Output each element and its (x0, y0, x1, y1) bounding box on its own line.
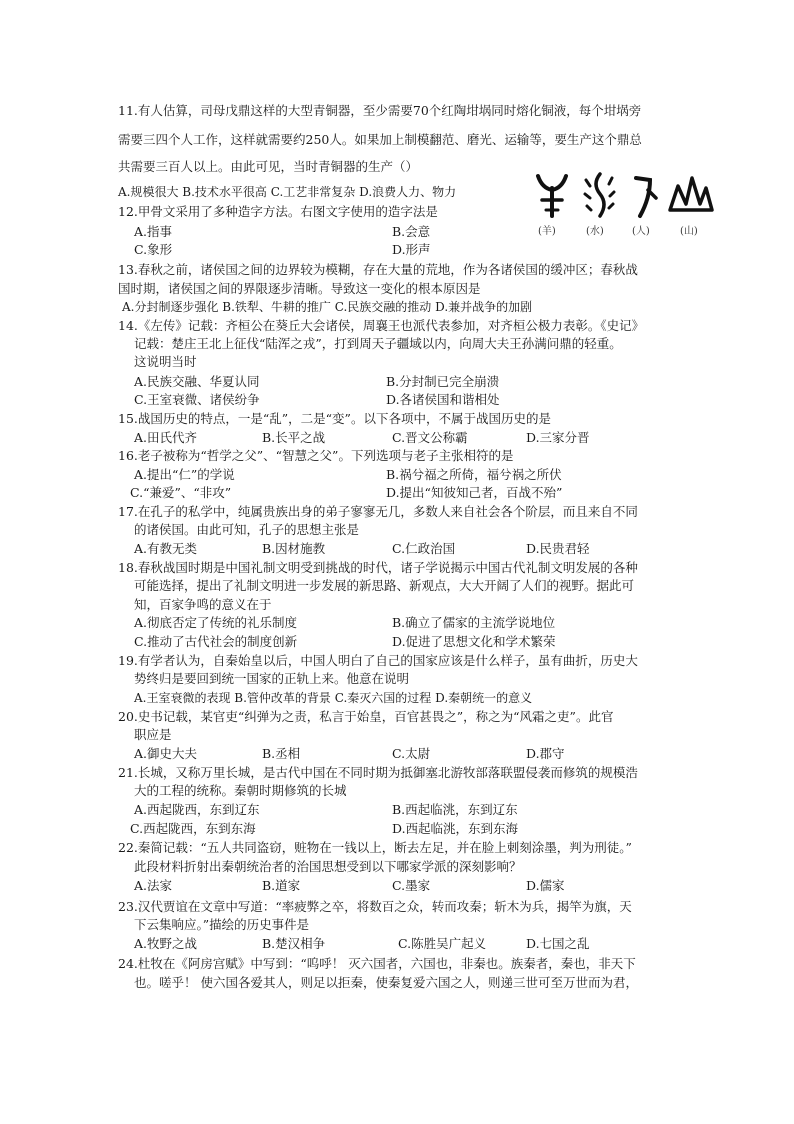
q16-option-a: A.提出“仁”的学说 (134, 467, 235, 482)
q22-option-a: A.法家 (134, 878, 173, 893)
q18-option-d: D.促进了思想文化和学术繁荣 (392, 634, 556, 649)
q18-line2: 可能选择，提出了礼制文明进一步发展的新思路、新观点，大大开阔了人们的视野。据此可 (134, 578, 635, 593)
q11-line2: 需要三四个人工作，这样就需要约250人。如果加上制模翻范、磨光、运输等，要生产这个鼎总 (118, 132, 642, 147)
q17-option-a: A.有教无类 (134, 541, 198, 556)
q18-option-b: B.确立了儒家的主流学说地位 (392, 615, 556, 630)
oracle-bone-figure (528, 170, 718, 242)
oracle-water-glyph (580, 170, 620, 222)
q16-stem: 16.老子被称为“哲学之父”、“智慧之父”。下列选项与老子主张相符的是 (118, 448, 514, 463)
q15-option-a: A.田氏代齐 (134, 430, 198, 445)
q22-option-b: B.道家 (262, 878, 301, 893)
q21-line1: 21.长城，又称万里长城，是古代中国在不同时期为抵御塞北游牧部落联盟侵袭而修筑的规模浩 (118, 765, 638, 780)
q17-option-c: C.仁政治国 (392, 541, 456, 556)
q23-option-c: C.陈胜吴广起义 (398, 936, 487, 951)
q22-line2: 此段材料折射出秦朝统治者的治国思想受到以下哪家学派的深刻影响？ (134, 859, 522, 874)
q18-line1: 18.春秋战国时期是中国礼制文明受到挑战的时代，诸子学说揭示中国古代礼制文明发展的各种 (118, 560, 638, 575)
q14-option-d: D.各诸侯国和谐相处 (386, 392, 500, 407)
q24-line2: 也。嗟乎！ 使六国各爱其人，则足以拒秦，使秦复爱六国之人，则递三世可至万世而为君， (134, 975, 638, 990)
q22-option-d: D.儒家 (526, 878, 565, 893)
q23-option-d: D.七国之乱 (526, 936, 590, 951)
q19-options: A.王室衰微的表现 B.管仲改革的背景 C.秦灭六国的过程 D.秦朝统一的意义 (134, 691, 533, 705)
q13-line1: 13.春秋之前，诸侯国之间的边界较为模糊，存在大量的荒地，作为各诸侯国的缓冲区；春秋战 (118, 262, 638, 277)
q23-line2: 下云集响应。”描绘的历史事件是 (134, 917, 310, 932)
q14-line3: 这说明当时 (134, 354, 197, 369)
q12-option-c: C.象形 (134, 242, 173, 257)
q12-option-d: D.形声 (392, 242, 431, 257)
q23-line1: 23.汉代贾谊在文章中写道：“率疲弊之卒，将数百之众，转而攻秦；斩木为兵，揭竿为旗，天 (118, 899, 632, 914)
q18-option-c: C.推动了古代社会的制度创新 (134, 634, 298, 649)
oracle-person-glyph (626, 170, 662, 222)
q12-stem: 12.甲骨文采用了多种造字方法。右图文字使用的造字法是 (118, 204, 438, 219)
q24-line1: 24.杜牧在《阿房宫赋》中写到：“呜呼！ 灭六国者，六国也，非秦也。族秦者，秦也，非天下 (118, 956, 636, 971)
oracle-mountain-glyph (666, 170, 716, 222)
q12-option-a: A.指事 (134, 224, 173, 239)
oracle-caption-sheep: (羊) (538, 226, 556, 237)
q21-option-b: B.西起临洮，东到辽东 (392, 802, 518, 817)
q20-line2: 职应是 (134, 727, 172, 742)
q15-option-c: C.晋文公称霸 (392, 430, 468, 445)
q19-line2: 势终归是要回到统一国家的正轨上来。他意在说明 (134, 671, 410, 686)
q20-option-b: B.丞相 (262, 746, 301, 761)
q20-option-c: C.太尉 (392, 746, 431, 761)
q19-line1: 19.有学者认为，自秦始皇以后，中国人明白了自己的国家应该是什么样子，虽有曲折，历史大 (118, 653, 638, 668)
oracle-caption-mountain: (山) (680, 226, 698, 237)
q14-line1: 14.《左传》记载：齐桓公在葵丘大会诸侯，周襄王也派代表参加，对齐桓公极力表彰。《史记》 (118, 318, 645, 333)
q17-option-b: B.因材施教 (262, 541, 326, 556)
q22-line1: 22.秦简记载：“五人共同盗窃，赃物在一钱以上，断去左足，并在脸上刺刻涂墨，判为刑徒。” (118, 840, 632, 855)
q17-line2: 的诸侯国。由此可知，孔子的思想主张是 (134, 522, 360, 537)
q13-line2: 国时期，诸侯国之间的界限逐步清晰。导致这一变化的根本原因是 (118, 281, 481, 296)
q20-line1: 20.史书记载，某官吏“纠弹为之责，私言于始皇，百官甚畏之”，称之为“风霜之吏”。此官 (118, 709, 614, 724)
q11-line3: 共需要三百人以上。由此可见，当时青铜器的生产（） (118, 159, 419, 174)
q17-line1: 17.在孔子的私学中，纯属贵族出身的弟子寥寥无几，多数人来自社会各个阶层，而且来自不同 (118, 504, 638, 519)
q16-option-c: C.“兼爱”、“非攻” (130, 485, 232, 500)
q23-option-a: A.牧野之战 (134, 936, 198, 951)
q14-option-a: A.民族交融、华夏认同 (134, 374, 260, 389)
q14-option-b: B.分封制已完全崩溃 (386, 374, 500, 389)
q16-option-d: D.提出“知彼知己者，百战不殆” (386, 485, 563, 500)
q20-option-d: D.郡守 (526, 746, 565, 761)
q18-line3: 知，百家争鸣的意义在于 (134, 597, 272, 612)
q23-option-b: B.楚汉相争 (262, 936, 326, 951)
q15-option-b: B.长平之战 (262, 430, 326, 445)
oracle-sheep-glyph (532, 170, 572, 222)
q22-option-c: C.墨家 (392, 878, 431, 893)
q15-option-d: D.三家分晋 (526, 430, 590, 445)
q14-line2: 记载：楚庄王北上征伐“陆浑之戎”，打到周天子疆域以内，向周大夫王孙满问鼎的轻重。 (134, 336, 622, 351)
q21-option-c: C.西起陇西，东到东海 (130, 821, 256, 836)
q13-options: A.分封制逐步强化 B.铁犁、牛耕的推广 C.民族交融的推动 D.兼并战争的加剧 (122, 300, 533, 314)
q11-line1: 11.有人估算，司母戊鼎这样的大型青铜器，至少需要70个红陶坩埚同时熔化铜液，每个坩埚旁 (118, 103, 642, 118)
q17-option-d: D.民贵君轻 (526, 541, 590, 556)
q11-options: A.规模很大 B.技术水平很高 C.工艺非常复杂 D.浪费人力、物力 (118, 185, 457, 199)
oracle-caption-person: (人) (632, 226, 650, 237)
q12-option-b: B.会意 (392, 224, 431, 239)
q21-option-d: D.西起临洮，东到东海 (392, 821, 519, 836)
q15-stem: 15.战国历史的特点，一是“乱”，二是“变”。以下各项中，不属于战国历史的是 (118, 411, 551, 426)
q20-option-a: A.御史大夫 (134, 746, 198, 761)
q16-option-b: B.祸兮福之所倚，福兮祸之所伏 (386, 467, 562, 482)
q14-option-c: C.王室衰微、诸侯纷争 (134, 392, 260, 407)
q21-option-a: A.西起陇西，东到辽东 (134, 802, 260, 817)
q21-line2: 大的工程的统称。秦朝时期修筑的长城 (134, 783, 347, 798)
q18-option-a: A.彻底否定了传统的礼乐制度 (134, 615, 298, 630)
oracle-caption-water: (水) (586, 226, 604, 237)
